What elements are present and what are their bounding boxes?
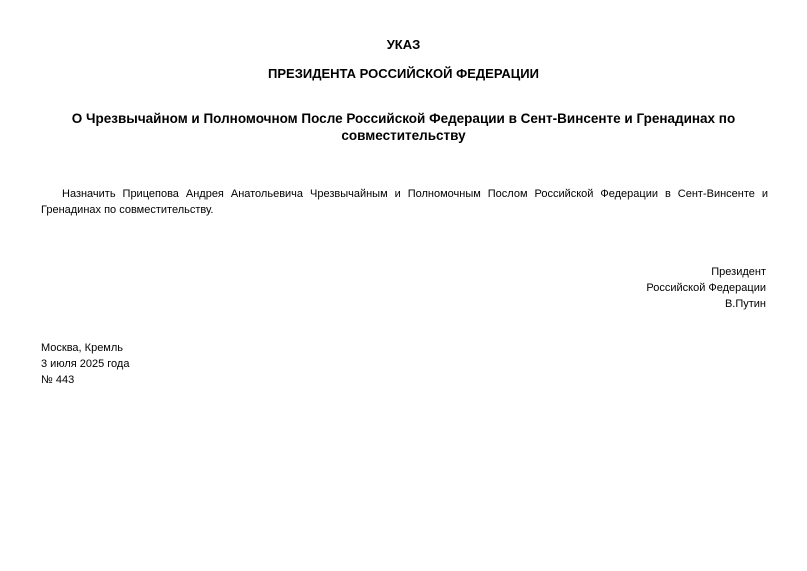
document-title: УКАЗ [386, 37, 421, 52]
document-footer [41, 340, 129, 388]
footer-place: Москва, Кремль [41, 342, 124, 354]
signature-position-line2: Российской Федерации [646, 282, 766, 294]
footer-number: № 443 [41, 374, 75, 386]
document-issuer: ПРЕЗИДЕНТА РОССИЙСКОЙ ФЕДЕРАЦИИ [268, 66, 539, 81]
document-body: Назначить Прицепова Андрея Анатольевича Чрезвычайным и Полномочным Послом Российской Федерации в Сент-Винсенте и Гренадинах по совместительству. [41, 188, 768, 216]
signature-name: В.Путин [724, 298, 766, 310]
footer-date: 3 июля 2025 года [41, 358, 130, 370]
signature-block [646, 264, 766, 312]
document-subject: О Чрезвычайном и Полномочном После Российской Федерации в Сент-Винсенте и Гренадинах по совместительству [71, 111, 736, 143]
signature-position-line1: Президент [711, 266, 766, 278]
